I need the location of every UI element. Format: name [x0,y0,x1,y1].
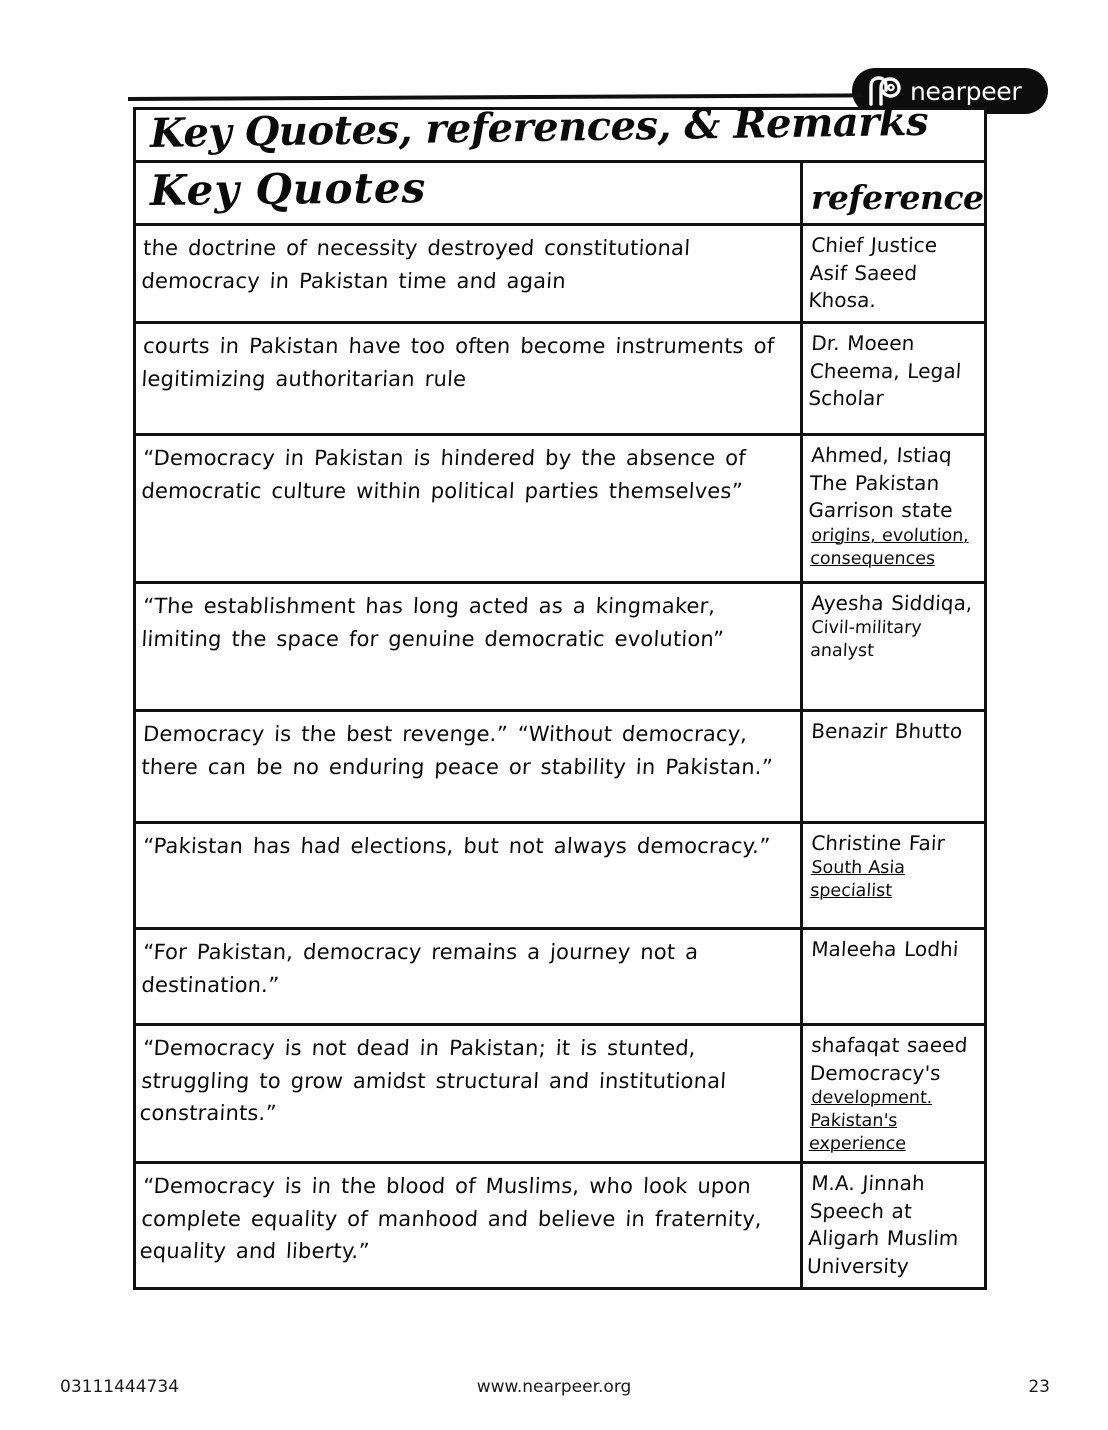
column-header-reference: reference [811,178,984,217]
reference-cell [803,324,984,433]
quote-cell [136,712,803,821]
table-row [136,324,984,436]
quote-text: “Democracy is in the blood of Muslims, who look upon complete equality of manhood and believe in fraternity, equality and liberty.” [139,1174,763,1264]
reference-text: Maleeha Lodhi [810,936,960,961]
reference-subtext: development. Pakistan's experience [808,1087,933,1154]
reference-subtext: South Asia specialist [809,858,906,902]
page-title: Key Quotes, references, & Remarks [149,97,929,157]
table-row [136,824,984,930]
quote-text: “The establishment has long acted as a kingmaker, limiting the space for genuine democratic evolution” [140,593,725,651]
quote-text: courts in Pakistan have too often become instruments of legitimizing authoritarian rule [140,333,775,391]
reference-cell [803,712,984,821]
quote-text: “Pakistan has had elections, but not always democracy.” [142,833,771,858]
reference-subtext: origins, evolution, consequences [809,525,970,569]
quote-cell [136,1164,803,1286]
page-title-row [136,97,984,163]
reference-cell [803,930,984,1023]
reference-text: shafaqat saeed Democracy's [809,1032,969,1085]
reference-cell [803,824,984,927]
column-header-quotes: Key Quotes [149,163,427,215]
column-header-reference-cell [803,163,990,223]
reference-cell [803,226,984,321]
quote-cell [136,226,803,321]
quote-text: Democracy is the best revenge.” “Without democracy, there can be no enduring peace or stability in Pakistan.” [140,721,774,779]
table-row [136,584,984,712]
reference-text: Ahmed, Istiaq The Pakistan Garrison state [807,442,954,522]
nearpeer-wordmark: nearpeer [910,76,1022,106]
quote-text: “For Pakistan, democracy remains a journey not a destination.” [140,939,699,997]
reference-text: Dr. Moeen Cheema, Legal Scholar [807,330,963,410]
quote-cell [136,824,803,927]
quote-text: the doctrine of necessity destroyed constitutional democracy in Pakistan time and again [140,235,691,293]
quote-text: “Democracy in Pakistan is hindered by the absence of democratic culture within political parties themselves” [140,445,747,503]
quote-cell [136,1026,803,1161]
reference-text: Ayesha Siddiqa, [810,590,974,615]
table-row [136,930,984,1026]
reference-cell [803,584,984,709]
quote-cell [136,324,803,433]
table-row [136,226,984,324]
table-row [136,436,984,584]
reference-cell [803,1164,984,1286]
footer-website: www.nearpeer.org [476,1377,632,1397]
reference-text: Benazir Bhutto [810,718,963,743]
footer-phone: 03111444734 [60,1377,179,1397]
quote-text: “Democracy is not dead in Pakistan; it is stunted, struggling to grow amidst structural and institutional constraints.” [139,1035,727,1125]
table-header-row [136,163,984,226]
reference-text: M.A. Jinnah Speech at Aligarh Muslim University [806,1171,960,1278]
page-footer [0,1374,1108,1400]
reference-text: Chief Justice Asif Saeed Khosa. [807,232,938,313]
reference-text: Christine Fair [810,830,946,855]
reference-subtext: Civil-military analyst [809,618,923,662]
reference-cell [803,436,984,581]
footer-page-number: 23 [1028,1377,1050,1397]
reference-cell [803,1026,984,1161]
table-row [136,712,984,824]
quote-cell [136,930,803,1023]
column-header-quotes-cell [136,163,803,223]
key-quotes-table [133,97,987,1290]
table-row [136,1026,984,1164]
quote-cell [136,436,803,581]
quote-cell [136,584,803,709]
table-row [136,1164,984,1286]
